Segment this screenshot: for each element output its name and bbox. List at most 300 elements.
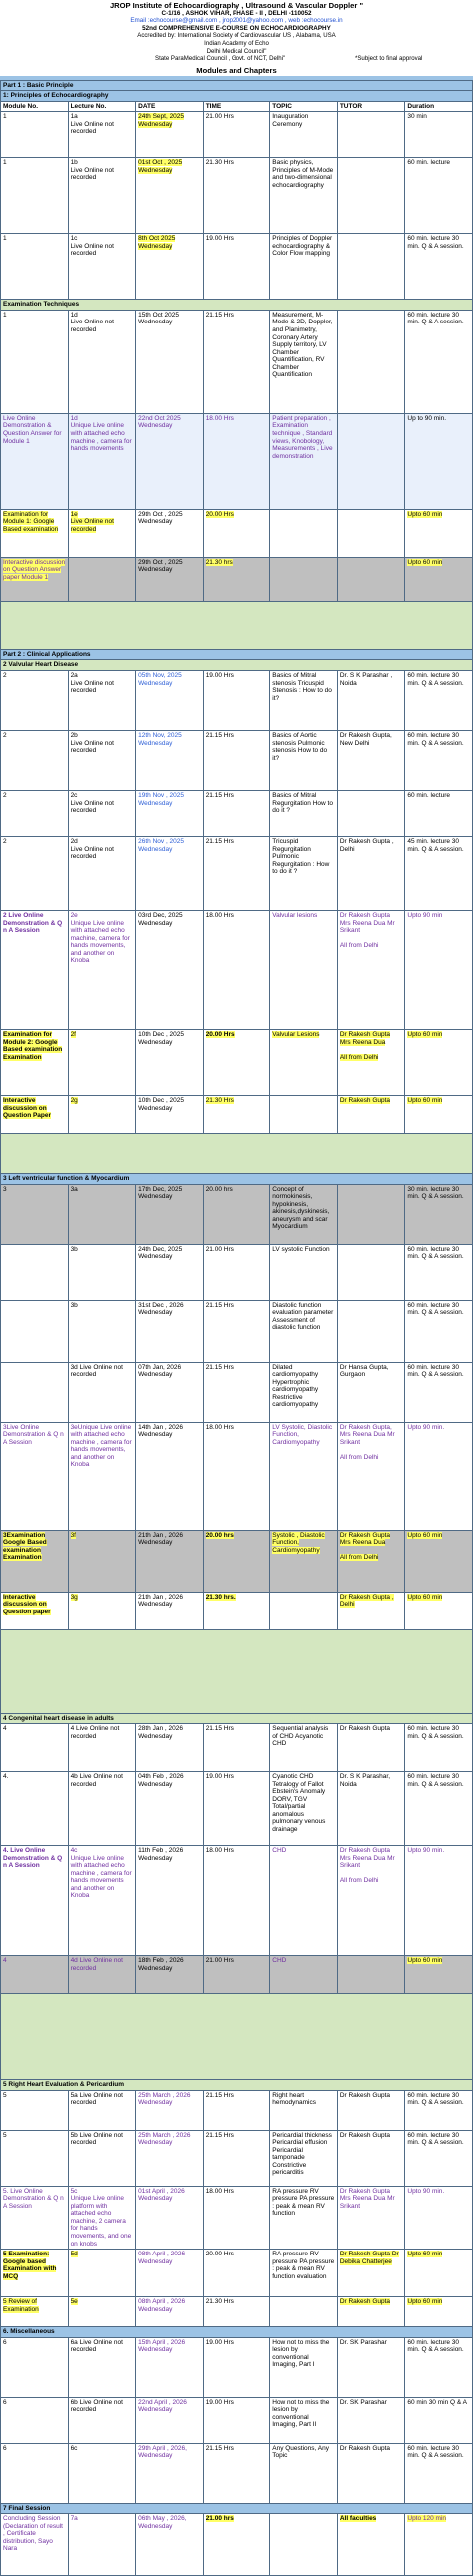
duration-text: 60 min. lecture 30 min. Q & A session.	[407, 2444, 464, 2460]
table-row	[1, 1184, 473, 1244]
topic-cell	[270, 158, 338, 234]
lecture-no-text: 6a Live Online not recorded	[70, 2338, 123, 2354]
module-no-cell	[1, 1300, 69, 1362]
section-header	[1, 1713, 473, 1724]
date-text: Wednesday	[138, 1371, 173, 1379]
duration-cell	[405, 1846, 473, 1956]
table-row	[1, 1846, 473, 1956]
date-cell	[136, 837, 204, 911]
lecture-no-text: 1d	[70, 311, 78, 319]
date-cell	[136, 1300, 204, 1362]
topic-cell	[270, 112, 338, 158]
accreditation-line-3: Delhi Medical Council"	[206, 47, 267, 55]
tutor-cell	[337, 1530, 405, 1592]
tutor-cell	[337, 2130, 405, 2186]
time-cell	[203, 837, 270, 911]
tutor-text: All from Delhi	[339, 1053, 379, 1061]
section-title: Part 1 : Basic Principle	[1, 80, 473, 91]
duration-cell	[405, 1184, 473, 1244]
time-text: 21.15 Hrs	[205, 2131, 234, 2139]
topic-text: Pericardial thickness Pericardial effusion Pericardial tamponade Constrictive pericarditis	[272, 2131, 332, 2177]
tutor-cell	[337, 911, 405, 1030]
duration-cell	[405, 234, 473, 300]
tutor-text: Dr Rakesh Gupta	[339, 2131, 391, 2139]
module-no-text: 5 Review of Examination	[3, 2298, 39, 2313]
time-text: 21.15 Hrs	[205, 1725, 234, 1733]
section-title: Examination Techniques	[1, 300, 473, 311]
date-cell	[136, 1592, 204, 1629]
lecture-no-cell	[68, 1772, 136, 1846]
table-row	[1, 1244, 473, 1300]
module-no-cell	[1, 837, 69, 911]
table-row	[1, 837, 473, 911]
lecture-no-text: 1e	[70, 510, 78, 518]
topic-text: Any Questions, Any Topic	[272, 2444, 329, 2460]
module-no-text: 5	[3, 2091, 7, 2099]
duration-text: 30 min	[407, 113, 427, 121]
lecture-no-text: 2b	[70, 732, 78, 740]
tutor-cell	[337, 2337, 405, 2397]
duration-cell	[405, 1362, 473, 1422]
lecture-no-text: 5e	[70, 2298, 78, 2306]
topic-text: Diastolic function evaluation parameter Assessment of diastolic function	[272, 1301, 334, 1332]
topic-cell	[270, 1184, 338, 1244]
tutor-text: Dr Rakesh Gupta Mrs Reena Dua	[339, 1031, 391, 1046]
date-text: Wednesday	[138, 679, 173, 687]
time-text: 21.15 Hrs	[205, 2444, 234, 2452]
module-no-cell	[1, 413, 69, 509]
time-cell	[203, 1244, 270, 1300]
date-cell	[136, 1724, 204, 1772]
date-text: 22nd Oct 2025	[138, 414, 181, 422]
accreditation-line-4	[0, 55, 473, 63]
duration-text: 60 min. lecture 30 min. Q & A session.	[407, 1301, 464, 1317]
topic-text: Patient preparation , Examination technique , Standard views, Knobology, Measurements , Live demonstration	[272, 414, 333, 460]
date-text: 17th Dec, 2025	[138, 1185, 183, 1193]
column-header-date: DATE	[136, 101, 204, 112]
time-text: 21.15 Hrs	[205, 1301, 234, 1309]
tutor-cell	[337, 158, 405, 234]
date-text: Wednesday	[138, 1104, 173, 1112]
duration-cell	[405, 2090, 473, 2130]
time-text: 21.30 hrs	[205, 558, 233, 566]
lecture-no-cell	[68, 1300, 136, 1362]
module-no-cell	[1, 2090, 69, 2130]
time-cell	[203, 1772, 270, 1846]
time-cell	[203, 158, 270, 234]
date-text: 21th Jan , 2026	[138, 1593, 183, 1601]
topic-cell	[270, 1956, 338, 1994]
date-text: 11th Feb , 2026	[138, 1847, 184, 1855]
tutor-cell	[337, 791, 405, 837]
section-spacer	[1, 1629, 473, 1713]
topic-cell	[270, 2443, 338, 2503]
time-text: 19.00 Hrs	[205, 2338, 234, 2346]
duration-cell	[405, 911, 473, 1030]
module-no-text: 4. Live Online Demonstration & Q n A Session	[3, 1847, 63, 1870]
contact-line[interactable]: Email :echocourse@gmail.com , jrop2001@yahoo.com , web :echocourse.in	[130, 17, 343, 25]
table-row	[1, 1096, 473, 1134]
module-no-text: 4.	[3, 1773, 9, 1781]
module-no-cell	[1, 791, 69, 837]
module-no-cell	[1, 557, 69, 601]
topic-cell	[270, 671, 338, 731]
date-text: 07th Jan, 2026	[138, 1363, 182, 1371]
date-text: Wednesday	[138, 2195, 173, 2203]
duration-cell	[405, 1724, 473, 1772]
duration-cell	[405, 2186, 473, 2249]
table-row	[1, 1422, 473, 1530]
duration-cell	[405, 2130, 473, 2186]
date-cell	[136, 509, 204, 557]
lecture-no-text: 2e	[70, 912, 78, 920]
lecture-no-text: 3b	[70, 1245, 78, 1253]
tutor-cell	[337, 1592, 405, 1629]
module-no-text: Examination for Module 1: Google Based examination	[3, 510, 59, 534]
lecture-no-text: 1d	[70, 414, 78, 422]
date-text: 10th Dec , 2025	[138, 1097, 185, 1105]
duration-text: Upto 60 min	[407, 2298, 443, 2306]
topic-text: Principles of Doppler echocardiography & Color Flow mapping	[272, 235, 333, 258]
column-header-row	[1, 101, 473, 112]
duration-cell	[405, 1030, 473, 1096]
duration-text: Upto 90 min.	[407, 1847, 445, 1855]
duration-cell	[405, 310, 473, 413]
table-row	[1, 791, 473, 837]
time-text: 21.00 Hrs	[205, 113, 234, 121]
duration-text: 60 min. lecture	[407, 792, 451, 800]
date-text: 29th April , 2026, Wednesday	[138, 2444, 187, 2460]
time-cell	[203, 791, 270, 837]
module-no-text: Interactive discussion on Question paper	[3, 1593, 51, 1615]
lecture-no-cell	[68, 1956, 136, 1994]
date-cell	[136, 671, 204, 731]
date-text: Wednesday	[138, 2139, 173, 2147]
module-no-text: 4	[3, 1957, 7, 1965]
date-text: Wednesday	[138, 845, 173, 853]
date-cell	[136, 310, 204, 413]
duration-text: 45 min. lecture 30 min. Q & A session.	[407, 838, 464, 853]
module-no-cell	[1, 2186, 69, 2249]
duration-text: Upto 90 min	[407, 912, 443, 920]
date-text: 08th April , 2026	[138, 2251, 186, 2258]
lecture-no-cell	[68, 1724, 136, 1772]
date-text: 21th Jan , 2026	[138, 1531, 183, 1539]
lecture-no-cell	[68, 2090, 136, 2130]
date-text: Wednesday	[138, 1038, 173, 1046]
topic-text: CHD	[272, 1957, 287, 1965]
tutor-cell	[337, 2250, 405, 2297]
topic-text: RA pressure RV pressure PA pressure : peak & mean RV function	[272, 2187, 335, 2218]
time-text: 20.00 Hrs	[205, 510, 234, 518]
tutor-cell	[337, 2397, 405, 2443]
date-text: 29th Oct , 2025	[138, 558, 183, 566]
time-text: 21.30 Hrs	[205, 2298, 234, 2306]
section-spacer	[1, 601, 473, 649]
table-row	[1, 731, 473, 791]
module-no-cell	[1, 731, 69, 791]
tutor-text: Dr Rakesh Gupta Mrs Reena Dua Mr Srikant	[339, 1847, 395, 1870]
lecture-no-text: Unique Live online with attached echo machine , camera for hands movements	[70, 422, 132, 453]
module-no-cell	[1, 158, 69, 234]
table-row	[1, 911, 473, 1030]
date-cell	[136, 2186, 204, 2249]
spacer-cell	[1, 1629, 473, 1713]
lecture-no-text: 7a	[70, 2515, 78, 2523]
section-title: 5 Right Heart Evaluation & Pericardium	[1, 2080, 473, 2091]
lecture-no-text: 2g	[70, 1097, 78, 1105]
lecture-no-cell	[68, 509, 136, 557]
time-text: 21.15 Hrs	[205, 1363, 234, 1371]
lecture-no-cell	[68, 2337, 136, 2397]
time-text: 21.15 Hrs	[205, 2091, 234, 2099]
module-no-cell	[1, 2297, 69, 2327]
tutor-cell	[337, 234, 405, 300]
date-text: 05th Nov, 2025	[138, 672, 182, 680]
module-no-cell	[1, 1030, 69, 1096]
module-no-text: 3	[3, 1185, 7, 1193]
lecture-no-cell	[68, 1530, 136, 1592]
duration-text: 60 min. lecture 30 min. Q & A session.	[407, 1245, 464, 1261]
time-cell	[203, 2443, 270, 2503]
accreditation-line-4-text: State ParaMedical Council , Govt. of NCT, Delhi"	[155, 55, 286, 63]
time-cell	[203, 1030, 270, 1096]
module-no-text: 4	[3, 1725, 7, 1733]
module-no-text: Live Online Demonstration & Question Answer for Module 1	[3, 414, 62, 445]
module-no-text: Interactive discussion on Question Paper	[3, 1097, 52, 1120]
date-cell	[136, 413, 204, 509]
module-no-cell	[1, 2337, 69, 2397]
lecture-no-text: Live Online not recorded	[70, 120, 114, 136]
module-no-cell	[1, 1244, 69, 1300]
topic-cell	[270, 2337, 338, 2397]
lecture-no-cell	[68, 158, 136, 234]
lecture-no-text: 2d	[70, 838, 78, 846]
module-no-text: 2	[3, 732, 7, 740]
lecture-no-cell	[68, 2514, 136, 2576]
date-text: Wednesday	[138, 1539, 173, 1547]
date-text: Wednesday	[138, 2099, 173, 2107]
tutor-text: All from Delhi	[339, 1453, 379, 1461]
lecture-no-text: 4 Live Online not recorded	[70, 1725, 120, 1740]
date-cell	[136, 1096, 204, 1134]
section-title: 1: Principles of Echocardiography	[1, 91, 473, 102]
topic-cell	[270, 2250, 338, 2297]
table-row	[1, 509, 473, 557]
tutor-text: All from Delhi	[339, 1877, 379, 1885]
time-cell	[203, 2337, 270, 2397]
lecture-no-text: Live Online not recorded	[70, 679, 114, 695]
lecture-no-text: 3b	[70, 1301, 78, 1309]
duration-text: Upto 60 min	[407, 1531, 443, 1539]
duration-cell	[405, 2297, 473, 2327]
lecture-no-text: 5a Live Online not recorded	[70, 2091, 123, 2107]
date-text: Wednesday	[138, 2346, 173, 2354]
time-text: 18.00 Hrs	[205, 1423, 234, 1431]
module-no-cell	[1, 1724, 69, 1772]
duration-text: Upto 60 min	[407, 1593, 443, 1601]
tutor-cell	[337, 509, 405, 557]
date-cell	[136, 2090, 204, 2130]
lecture-no-text: Live Online not recorded	[70, 845, 114, 861]
date-text: Wednesday	[138, 2305, 173, 2313]
lecture-no-text: 3a	[70, 1185, 78, 1193]
lecture-no-text: 2f	[70, 1031, 76, 1039]
date-cell	[136, 1362, 204, 1422]
date-text: 29th Oct , 2025	[138, 510, 183, 518]
date-text: Wednesday	[138, 120, 173, 128]
lecture-no-cell	[68, 1030, 136, 1096]
lecture-no-text: 3f	[70, 1531, 76, 1539]
module-no-cell	[1, 2397, 69, 2443]
date-text: 15th Oct 2025	[138, 311, 179, 319]
time-cell	[203, 1592, 270, 1629]
topic-cell	[270, 2130, 338, 2186]
tutor-text: Dr. S K Parashar, Noida	[339, 1773, 391, 1788]
date-cell	[136, 1030, 204, 1096]
topic-text: RA pressure RV pressure PA pressure : peak & mean RV function evaluation	[272, 2251, 335, 2280]
duration-cell	[405, 2514, 473, 2576]
lecture-no-cell	[68, 1362, 136, 1422]
date-text: 14th Jan , 2026	[138, 1423, 183, 1431]
table-row	[1, 112, 473, 158]
column-header-module-no: Module No.	[1, 101, 69, 112]
time-cell	[203, 1422, 270, 1530]
date-text: Wednesday	[138, 2257, 173, 2265]
date-text: Wednesday	[138, 166, 173, 174]
table-row	[1, 2443, 473, 2503]
module-no-cell	[1, 2130, 69, 2186]
tutor-text: Dr Rakesh Gupta	[339, 2444, 391, 2452]
duration-cell	[405, 1592, 473, 1629]
institute-name: JROP Institute of Echocardiography , Ultrasound & Vascular Doppler "	[109, 1, 364, 10]
duration-text: Upto 60 min	[407, 1957, 443, 1965]
date-cell	[136, 791, 204, 837]
topic-cell	[270, 1772, 338, 1846]
time-cell	[203, 2297, 270, 2327]
table-row	[1, 2337, 473, 2397]
topic-text: Basic physics, Principles of M-Mode and two-dimensional echocardiography	[272, 159, 334, 190]
time-text: 21.15 Hrs	[205, 838, 234, 846]
tutor-cell	[337, 731, 405, 791]
course-title: 52nd COMPREHENSIVE E-COURSE ON ECHOCARDIOGRAPHY	[142, 24, 331, 32]
topic-cell	[270, 837, 338, 911]
lecture-no-cell	[68, 2397, 136, 2443]
date-text: 04th Feb , 2026	[138, 1773, 184, 1781]
module-no-cell	[1, 112, 69, 158]
module-no-cell	[1, 1956, 69, 1994]
module-no-text: 1	[3, 235, 7, 243]
date-cell	[136, 557, 204, 601]
topic-text: Sequential analysis of CHD Acyanotic CHD	[272, 1725, 329, 1748]
document-header	[0, 0, 473, 63]
topic-text: Tricuspid Regurgitation Pulmonic Regurgitation : How to do it ?	[272, 838, 330, 876]
column-header-time: TIME	[203, 101, 270, 112]
lecture-no-cell	[68, 1846, 136, 1956]
date-text: 31st Dec , 2026	[138, 1301, 184, 1309]
table-row	[1, 2514, 473, 2576]
duration-cell	[405, 112, 473, 158]
date-text: 03rd Dec, 2025	[138, 912, 183, 920]
time-cell	[203, 310, 270, 413]
date-cell	[136, 2443, 204, 2503]
column-header-topic: TOPIC	[270, 101, 338, 112]
section-spacer	[1, 1994, 473, 2080]
duration-text: 60 min. lecture	[407, 159, 451, 167]
topic-cell	[270, 1422, 338, 1530]
duration-cell	[405, 671, 473, 731]
topic-cell	[270, 1244, 338, 1300]
time-cell	[203, 234, 270, 300]
date-text: 8th Oct 2025	[138, 235, 176, 243]
tutor-text: Dr Rakesh Gupta	[339, 2298, 391, 2306]
module-no-cell	[1, 1530, 69, 1592]
date-text: Wednesday	[138, 2406, 173, 2414]
date-text: 10th Dec , 2025	[138, 1031, 185, 1039]
lecture-no-text: 2c	[70, 792, 78, 800]
lecture-no-text: Live Online not recorded	[70, 799, 114, 815]
lecture-no-text: 3g	[70, 1593, 78, 1601]
topic-cell	[270, 234, 338, 300]
module-no-text: 3Examination Google Based examination Examination	[3, 1531, 47, 1562]
topic-text: Right heart hemodynamics	[272, 2091, 316, 2107]
section-title: 6. Miscellaneous	[1, 2327, 473, 2338]
module-no-cell	[1, 671, 69, 731]
module-no-text: 6	[3, 2398, 7, 2406]
module-no-text: 1	[3, 159, 7, 167]
lecture-no-text: Unique Live online with attached echo machine , camera for hands movements and another on Knoba	[70, 1854, 132, 1900]
section-header	[1, 300, 473, 311]
duration-cell	[405, 837, 473, 911]
topic-cell	[270, 1300, 338, 1362]
tutor-cell	[337, 557, 405, 601]
module-no-cell	[1, 1422, 69, 1530]
column-header-tutor: TUTOR	[337, 101, 405, 112]
module-no-cell	[1, 234, 69, 300]
time-cell	[203, 509, 270, 557]
module-no-cell	[1, 1846, 69, 1956]
lecture-no-cell	[68, 671, 136, 731]
tutor-cell	[337, 1184, 405, 1244]
tutor-cell	[337, 671, 405, 731]
time-text: 21.30 Hrs	[205, 1097, 234, 1105]
table-row	[1, 1300, 473, 1362]
lecture-no-cell	[68, 1422, 136, 1530]
topic-cell	[270, 2090, 338, 2130]
date-cell	[136, 2397, 204, 2443]
date-cell	[136, 234, 204, 300]
topic-cell	[270, 731, 338, 791]
lecture-no-cell	[68, 1096, 136, 1134]
table-row	[1, 2297, 473, 2327]
time-cell	[203, 557, 270, 601]
tutor-cell	[337, 2297, 405, 2327]
table-row	[1, 1362, 473, 1422]
lecture-no-cell	[68, 1244, 136, 1300]
duration-text: 60 min. lecture 30 min. Q & A session.	[407, 311, 464, 326]
topic-cell	[270, 557, 338, 601]
duration-cell	[405, 509, 473, 557]
time-text: 21.15 Hrs	[205, 732, 234, 740]
duration-cell	[405, 1300, 473, 1362]
section-header	[1, 2327, 473, 2338]
tutor-cell	[337, 2443, 405, 2503]
topic-cell	[270, 413, 338, 509]
module-no-text: 6	[3, 2338, 7, 2346]
duration-text: 60 min. lecture 30 min. Q & A session.	[407, 732, 464, 747]
date-cell	[136, 2130, 204, 2186]
duration-text: 60 min. lecture 30 min. Q & A session.	[407, 1363, 464, 1379]
